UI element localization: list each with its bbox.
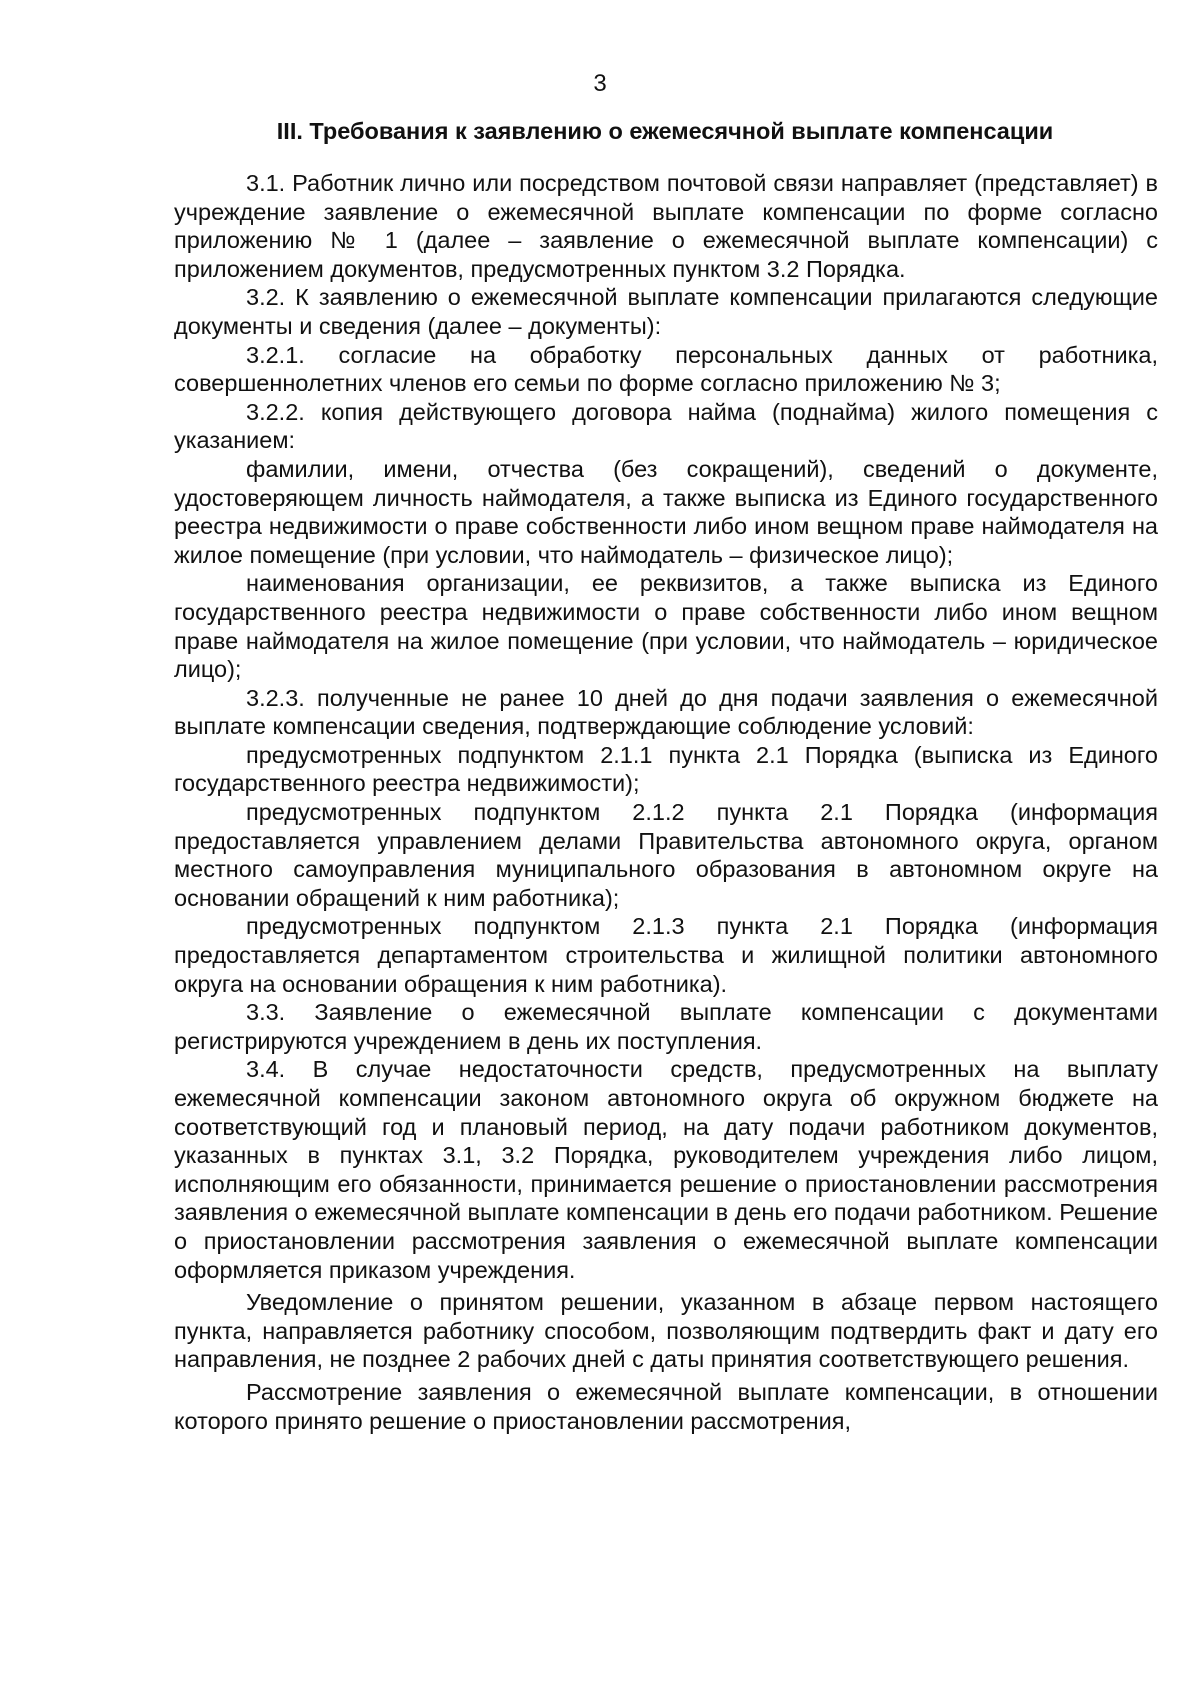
page-number: 3 [593, 70, 607, 97]
paragraph-review-continuation: Рассмотрение заявления о ежемесячной выплате компенсации, в отношении которого принято решение о приостановлении рассмотрения, [174, 1378, 1158, 1434]
paragraph-3-1: 3.1. Работник лично или посредством почтовой связи направляет (представляет) в учреждение заявление о ежемесячной выплате компенсации по форме согласно приложению № 1 (далее – заявление о ежемесячной выплате компенсации) с приложением документов, предусмотренных пунктом 3.2 Порядка. [174, 170, 1158, 282]
paragraph-3-2: 3.2. К заявлению о ежемесячной выплате компенсации прилагаются следующие документы и сведения (далее – документы): [174, 284, 1158, 339]
paragraph-condition-2-1-3: предусмотренных подпунктом 2.1.3 пункта 2.1 Порядка (информация предоставляется департаментом строительства и жилищной политики автономного округа на основании обращения к ним работника). [174, 913, 1158, 997]
paragraph-condition-2-1-2: предусмотренных подпунктом 2.1.2 пункта 2.1 Порядка (информация предоставляется управлением делами Правительства автономного округа, органом местного самоуправления муниципального образования в автономном округе на основании обращений к ним работника); [174, 799, 1158, 911]
paragraph-individual-landlord: фамилии, имени, отчества (без сокращений), сведений о документе, удостоверяющем личность наймодателя, а также выписка из Единого государственного реестра недвижимости о праве собственности либо ином вещном праве наймодателя на жилое помещение (при условии, что наймодатель – физическое лицо); [174, 455, 1158, 568]
paragraph-3-3: 3.3. Заявление о ежемесячной выплате компенсации с документами регистрируются учреждением в день их поступления. [174, 999, 1158, 1054]
paragraph-3-2-1: 3.2.1. согласие на обработку персональных данных от работника, совершеннолетних членов его семьи по форме согласно приложению № 3; [174, 341, 1158, 397]
section-heading: III. Требования к заявлению о ежемесячной выплате компенсации [276, 118, 1054, 144]
paragraph-3-2-2: 3.2.2. копия действующего договора найма (поднайма) жилого помещения с указанием: [174, 398, 1158, 454]
paragraph-3-4: 3.4. В случае недостаточности средств, предусмотренных на выплату ежемесячной компенсации законом автономного округа об окружном бюджете на соответствующий год и плановый период, на дату подачи работником документов, указанных в пунктах 3.1, 3.2 Порядка, руководителем учреждения либо лицом, исполняющим его обязанности, принимается решение о приостановлении рассмотрения заявления о ежемесячной выплате компенсации в день его подачи работником. Решение о приостановлении рассмотрения заявления о ежемесячной выплате компенсации оформляется приказом учреждения. [174, 1056, 1158, 1283]
paragraph-3-2-3: 3.2.3. полученные не ранее 10 дней до дня подачи заявления о ежемесячной выплате компенсации сведения, подтверждающие соблюдение условий: [174, 684, 1158, 740]
paragraph-legal-entity-landlord: наименования организации, ее реквизитов, а также выписка из Единого государственного реестра недвижимости о праве собственности либо ином вещном праве наймодателя на жилое помещение (при условии, что наймодатель – юридическое лицо); [174, 570, 1158, 683]
paragraph-condition-2-1-1: предусмотренных подпунктом 2.1.1 пункта 2.1 Порядка (выписка из Единого государственного реестра недвижимости); [174, 741, 1158, 797]
document-body [174, 169, 1158, 1435]
paragraph-notification: Уведомление о принятом решении, указанном в абзаце первом настоящего пункта, направляется работнику способом, позволяющим подтвердить факт и дату его направления, не позднее 2 рабочих дней с даты принятия соответствующего решения. [174, 1289, 1158, 1373]
